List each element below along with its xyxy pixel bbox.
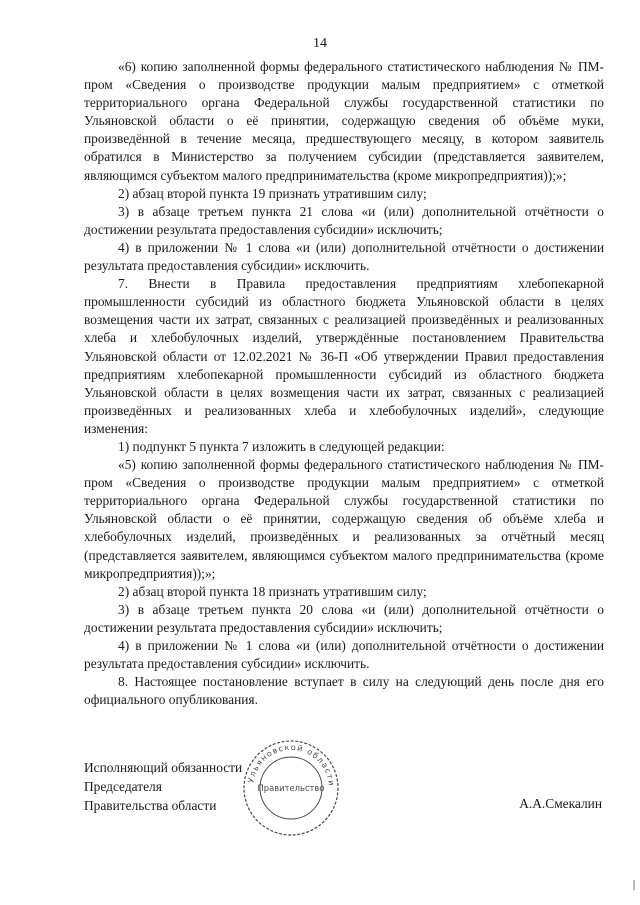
page-number: 14 <box>313 36 327 51</box>
signature-title-line: Правительства области <box>84 798 217 813</box>
document-body <box>84 58 604 709</box>
paragraph-section-8: 8. Настоящее постановление вступает в силу на следующий день после дня его официального опубликования. <box>84 674 604 708</box>
seal-center-text: Правительство <box>257 783 325 793</box>
seal-ring-text: Ульяновской области <box>246 742 337 788</box>
signature-title <box>84 758 242 815</box>
scan-mark <box>633 880 635 890</box>
paragraph-item-3b: 3) в абзаце третьем пункта 20 слова «и (или) дополнительной отчётности о достижении результата предоставления субсидии» исключить; <box>84 601 604 635</box>
official-seal <box>241 738 341 838</box>
signer-name: А.А.Смекалин <box>519 796 602 811</box>
paragraph-item-6-quote: «6) копию заполненной формы федерального статистического наблюдения № ПМ-пром «Сведения о производстве продукции малым предприятием» с отметкой территориального органа Федеральной службы государственной статистики по Ульяновской области о её принятии, содержащую сведения об объёме муки, произведённой в течение месяца, предшествующего месяцу, в котором заявитель обратился в Министерство за получением субсидии (представляется заявителем, являющимся субъектом малого предпринимательства (кроме микропредприятия));»; <box>84 59 604 183</box>
paragraph-section-7: 7. Внести в Правила предоставления предприятиям хлебопекарной промышленности субсидий из областного бюджета Ульяновской области в целях возмещения части их затрат, связанных с реализацией произведённых и реализованных хлеба и хлебобулочных изделий, утверждённые постановлением Правительства Ульяновской области от 12.02.2021 № 36-П «Об утверждении Правил предоставления предприятиям хлебопекарной промышленности субсидий из областного бюджета Ульяновской области в целях возмещения части их затрат, связанных с реализацией произведённых и реализованных хлеба и хлебобулочных изделий», следующие изменения: <box>84 276 604 436</box>
paragraph-item-5-quote: «5) копию заполненной формы федерального статистического наблюдения № ПМ-пром «Сведения о производстве продукции малым предприятием» с отметкой территориального органа Федеральной службы государственной статистики по Ульяновской области о её принятии, содержащую сведения об объёме хлеба и хлебобулочных изделий, произведённых и реализованных за отчётный месяц (представляется заявителем, являющимся субъектом малого предпринимательства (кроме микропредприятия));»; <box>84 457 604 581</box>
paragraph-item-3: 3) в абзаце третьем пункта 21 слова «и (или) дополнительной отчётности о достижении результата предоставления субсидии» исключить; <box>84 203 604 237</box>
signature-title-line: Исполняющий обязанности <box>84 760 243 775</box>
signature-title-line: Председателя <box>84 779 162 794</box>
paragraph-item-2: 2) абзац второй пункта 19 признать утратившим силу; <box>118 185 427 201</box>
paragraph-item-4b: 4) в приложении № 1 слова «и (или) дополнительной отчётности о достижении результата предоставления субсидии» исключить. <box>84 638 604 672</box>
paragraph-item-4: 4) в приложении № 1 слова «и (или) дополнительной отчётности о достижении результата предоставления субсидии» исключить. <box>84 239 604 274</box>
paragraph-item-2b: 2) абзац второй пункта 18 признать утратившим силу; <box>118 583 427 599</box>
paragraph-item-1: 1) подпункт 5 пункта 7 изложить в следующей редакции: <box>118 438 445 454</box>
